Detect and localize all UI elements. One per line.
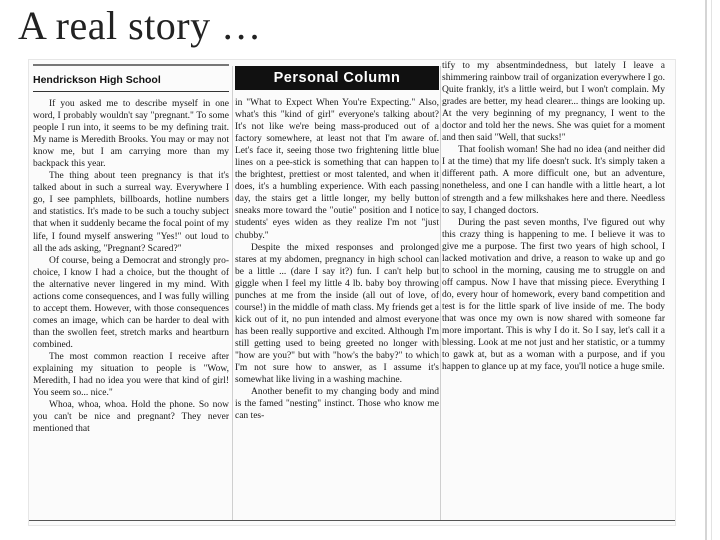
school-name: Hendrickson High School	[33, 74, 161, 86]
header-top-rule	[33, 64, 229, 66]
slide-title: A real story …	[18, 3, 262, 48]
paragraph: Whoa, whoa, whoa. Hold the phone. So now you can't be nice and pregnant? They never mentioned that	[33, 400, 229, 435]
newspaper-clipping	[29, 60, 675, 525]
paragraph: Of course, being a Democrat and strongly pro-choice, I know I had a choice, but the thought of the alternative never lingered in my mind. With actions come consequences, and I was fully willing to accept them. However, with those consequences comes an image, which can be harder to deal with than the swollen feet, stretch marks and heartburn combined.	[33, 255, 229, 350]
article-column-3	[442, 60, 665, 525]
column-divider	[440, 66, 441, 521]
paragraph: in "What to Expect When You're Expecting." Also, what's this "kind of girl" everyone's talking about? It's not like we're being mass-produced out of a factory somewhere, at least not that I'm aware of. Let's face it, seeing those two frightening little blue lines on a pee-stick is something that can happen to the brightest, prettiest or most talented, and when it does, it's a humbling experience. With each passing day, the stairs get a little longer, my belly button sneaks more toward the "outie" position and I notice students' eyes widen as they realize I'm not "just chubby."	[235, 98, 439, 241]
paragraph: The thing about teen pregnancy is that it's talked about in such a surreal way. Everywhere I go, I see pamphlets, billboards, hotline numbers and statistics. It's made to be such a touchy subject that when it suddenly became the focal point of my life, I found myself answering "Yes!" out loud to all the ads asking, "Pregnant? Scared?"	[33, 171, 229, 254]
paragraph: That foolish woman! She had no idea (and neither did I at the time) that my life doesn't suck. It's simply taken a different path. A more difficult one, but an adventure, nonetheless, and one I can handle with a little heart, a lot of strength and a few milkshakes here and there. Needless to say, I changed doctors.	[442, 145, 665, 216]
personal-column-banner: Personal Column	[235, 66, 439, 90]
column-divider	[232, 66, 233, 521]
clipping-bottom-rule	[29, 520, 675, 521]
paragraph: The most common reaction I receive after explaining my situation to people is "Wow, Meredith, I had no idea you were that kind of girl! You seem so... nice."	[33, 351, 229, 399]
article-column-2	[235, 60, 439, 525]
slide-edge-rule	[705, 0, 707, 540]
paragraph: Despite the mixed responses and prolonged stares at my abdomen, pregnancy in high school can be a little ... (dare I say it?) fun. I can't help but giggle when I feel my little 4 lb. baby boy throwing punches at me from the inside (all out of love, of course!) in the middle of math class. My friends get a kick out of it, no pun intended and almost everyone has been really supportive and excited. Although I'm still getting used to being greeted no longer with "how are you?" but with "how's the baby?" to which I'm not sure how to answer, as I assume it's somewhat like living in a washing machine.	[235, 242, 439, 386]
paragraph: tify to my absentmindedness, but lately I leave a shimmering rainbow trail of organization everywhere I go. Quite frankly, it's a little weird, but I won't complain. My grades are better, my head clearer... things are looking up. At the very beginning of my pregnancy, I went to the doctor and told her the news. She was quiet for a moment and then said "Well, that sucks!"	[442, 61, 665, 144]
paragraph: Another benefit to my changing body and mind is the famed "nesting" instinct. Those who know me can tes-	[235, 387, 439, 422]
article-column-1	[33, 60, 229, 525]
paragraph: During the past seven months, I've figured out why this crazy thing is happening to me. I believe it was to give me a purpose. The first two years of high school, I lacked motivation and drive, a reason to wake up and go to school in the morning, causing me to struggle on and off campus. Now I have that missing piece. Everything I do, every hour of homework, every band competition and test is for the little spark of live inside of me. The body that was once my own is now shared with someone far more important. This is why I do it. So I say, let's call it a blessing. Look at me not just and her statistic, or a tummy to gawk at, but as a woman with a purpose, and if you happen to glance up at my face, you'll notice a huge smile.	[442, 217, 665, 373]
slide-edge-rule-inner	[711, 0, 712, 540]
school-underline	[33, 91, 229, 92]
paragraph: If you asked me to describe myself in one word, I probably wouldn't say "pregnant." To some people I run into, it seems to be my defining trait. My name is Meredith Brooks. You may or may not know me, but I am carrying more than my backpack this year.	[33, 99, 229, 170]
